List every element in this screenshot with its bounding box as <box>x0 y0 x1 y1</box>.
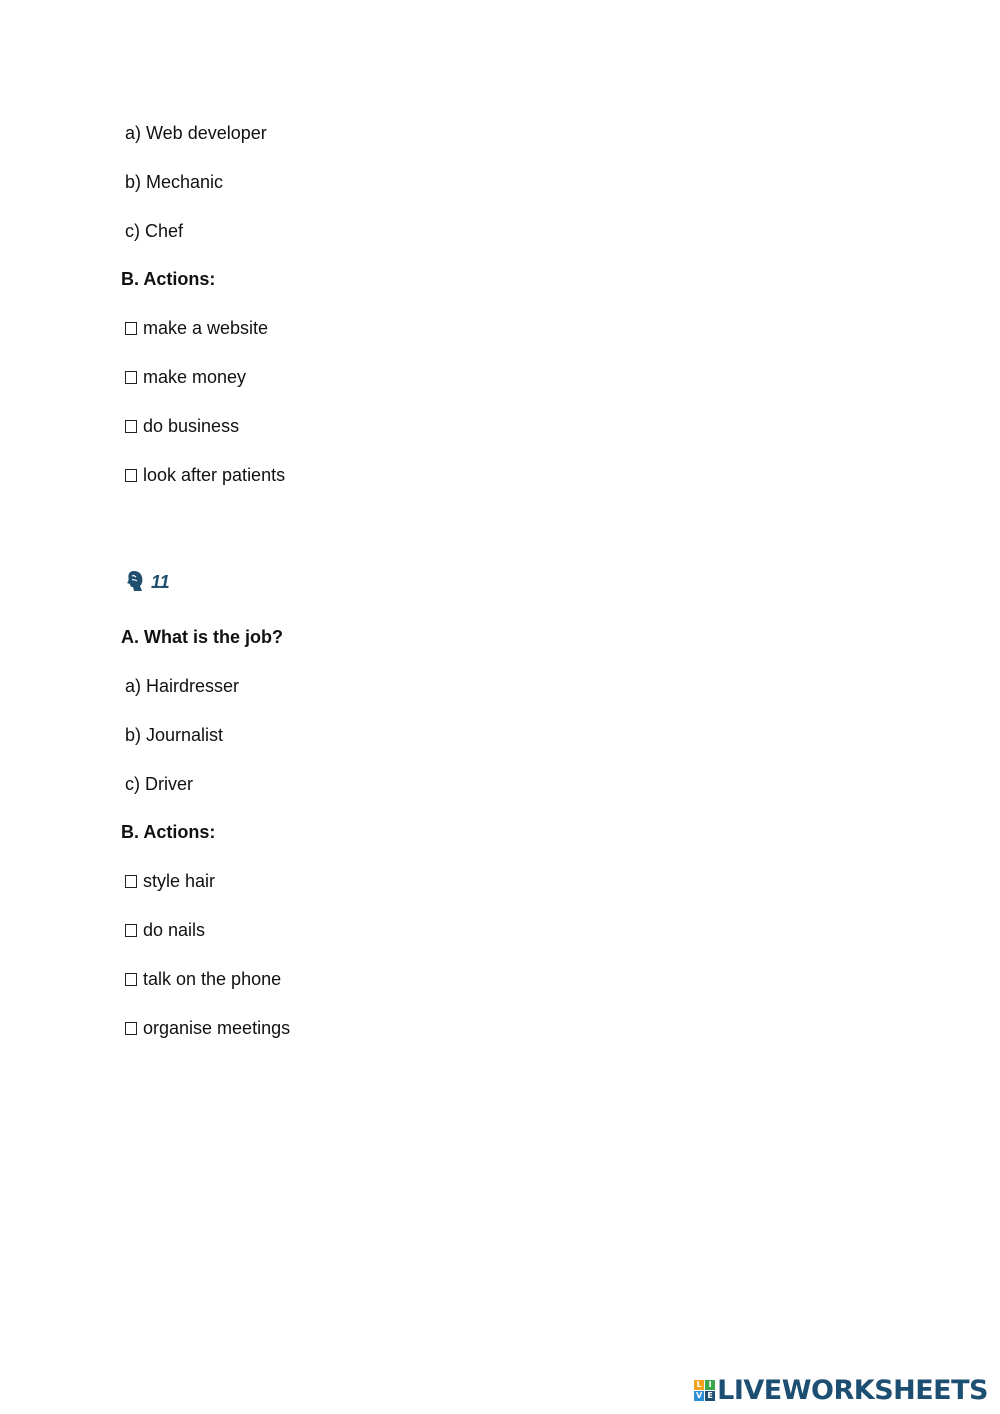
checkbox[interactable] <box>125 924 137 937</box>
actions-heading: B. Actions: <box>121 822 216 842</box>
checkbox[interactable] <box>125 371 137 384</box>
action-label: look after patients <box>143 465 286 485</box>
logo-tile: V <box>696 1390 703 1400</box>
question-number-label: 11 <box>151 572 170 592</box>
liveworksheets-logo <box>694 1374 988 1406</box>
checkbox[interactable] <box>125 875 137 888</box>
option-b: b) Mechanic <box>125 172 224 192</box>
action-item[interactable] <box>125 968 281 990</box>
action-label: make money <box>143 367 247 387</box>
actions-heading: B. Actions: <box>121 269 216 289</box>
action-label: do business <box>143 416 240 436</box>
action-item[interactable] <box>125 464 285 486</box>
option-c: c) Chef <box>125 221 184 241</box>
option-a: a) Hairdresser <box>125 676 240 696</box>
checkbox[interactable] <box>125 973 137 986</box>
action-label: do nails <box>143 920 206 940</box>
logo-text: LIVEWORKSHEETS <box>717 1374 988 1406</box>
checkbox[interactable] <box>125 420 137 433</box>
option-c: c) Driver <box>125 774 193 794</box>
liveworksheets-logo-icon <box>694 1380 715 1401</box>
option-a: a) Web developer <box>125 123 267 143</box>
logo-tile: E <box>705 1391 715 1401</box>
logo-tile: I <box>705 1380 715 1390</box>
action-item[interactable] <box>125 317 268 339</box>
action-label: make a website <box>143 318 269 338</box>
checkbox[interactable] <box>125 469 137 482</box>
speaker-headset-icon[interactable] <box>125 570 145 592</box>
action-item[interactable] <box>125 415 239 437</box>
action-item[interactable] <box>125 366 246 388</box>
question-number <box>125 570 170 593</box>
logo-tile: L <box>694 1380 704 1390</box>
action-label: style hair <box>143 871 216 891</box>
option-b: b) Journalist <box>125 725 224 745</box>
action-item[interactable] <box>125 1017 290 1039</box>
checkbox[interactable] <box>125 1022 137 1035</box>
checkbox[interactable] <box>125 322 137 335</box>
action-label: organise meetings <box>143 1018 291 1038</box>
action-item[interactable] <box>125 870 215 892</box>
action-item[interactable] <box>125 919 205 941</box>
question-heading: A. What is the job? <box>121 627 283 647</box>
action-label: talk on the phone <box>143 969 282 989</box>
